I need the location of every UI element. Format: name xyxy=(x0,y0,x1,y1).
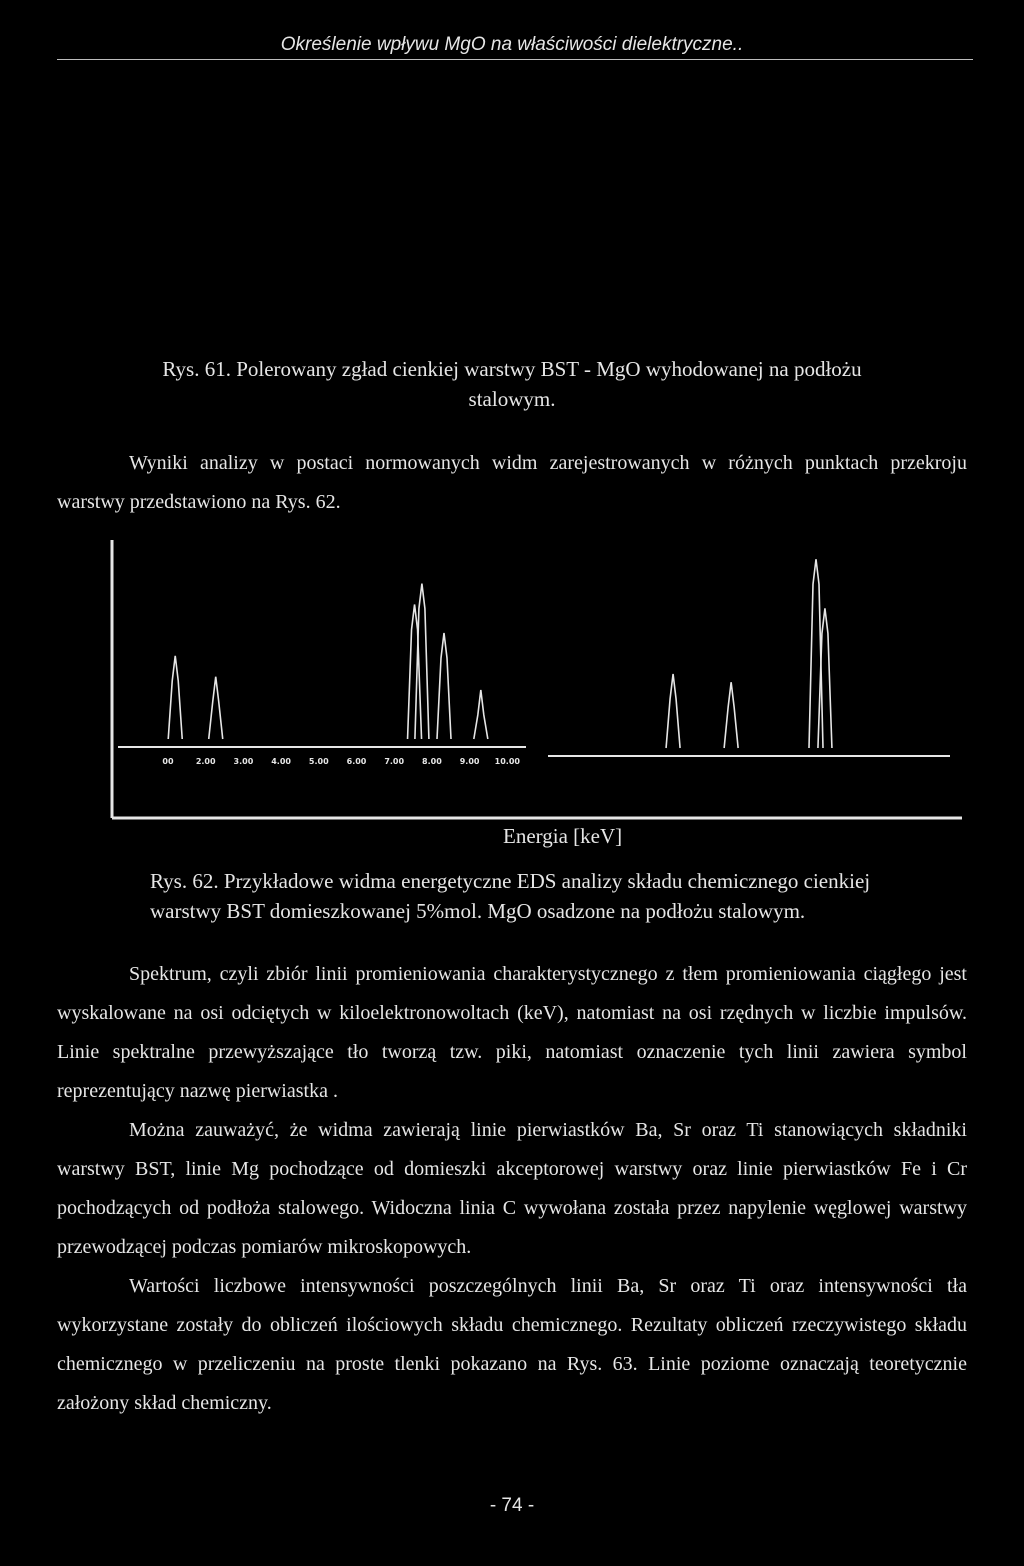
figure-62-caption-line2: warstwy BST domieszkowanej 5%mol. MgO osadzone na podłożu stalowym. xyxy=(150,899,806,923)
body-paragraph-2: Można zauważyć, że widma zawierają linie pierwiastków Ba, Sr oraz Ti stanowiących składniki warstwy BST, linie Mg pochodzące od domieszki akceptorowej warstwy oraz linie pierwiastków Fe i Cr pochodzących od podłoża stalowego. Widoczna linia C wywołana została przez napylenie węglowej warstwy przewodzącej podczas pomiarów mikroskopowych. xyxy=(57,1119,967,1258)
intro-paragraph-text: Wyniki analizy w postaci normowanych widm zarejestrowanych w różnych punktach przekroju warstwy przedstawiono na Rys. 62. xyxy=(57,452,967,513)
body-text xyxy=(57,955,967,1423)
tick-label: 2.00 xyxy=(195,757,216,766)
tick-label: 00 xyxy=(162,757,174,766)
figure-61-caption-line1: Rys. 61. Polerowany zgład cienkiej warstwy BST - MgO wyhodowanej na podłożu xyxy=(162,357,862,381)
running-header: Określenie wpływu MgO na właściwości dielektryczne.. xyxy=(280,34,744,55)
spectrum-peak xyxy=(437,633,451,739)
tick-label: 7.00 xyxy=(384,757,405,766)
spectrum-peaks xyxy=(168,559,832,748)
spectrum-peak xyxy=(209,677,223,739)
page-number: - 74 - xyxy=(489,1495,535,1516)
spectrum-peak xyxy=(168,656,182,739)
spectrum-peak xyxy=(666,674,680,748)
spectrum-peak xyxy=(474,690,488,739)
body-paragraph-3: Wartości liczbowe intensywności poszczególnych linii Ba, Sr oraz Ti oraz intensywności tła wykorzystane zostały do obliczeń ilościowych składu chemicznego. Rezultaty obliczeń rzeczywistego składu chemicznego w przeliczeniu na proste tlenki pokazano na Rys. 63. Linie poziome oznaczają teoretycznie założony skład chemiczny. xyxy=(57,1275,967,1414)
spectrum-peak xyxy=(408,605,422,740)
figure-61-caption-line2: stalowym. xyxy=(468,387,556,411)
spectrum-peak xyxy=(415,584,429,739)
body-paragraph-1: Spektrum, czyli zbiór linii promieniowania charakterystycznego z tłem promieniowania ciągłego jest wyskalowane na osi odciętych w kiloelektronowoltach (keV), natomiast na osi rzędnych w liczbie impulsów. Linie spektralne przewyższające tło tworzą tzw. piki, natomiast oznaczenie tych linii zawiera symbol reprezentujący nazwę pierwiastka . xyxy=(57,963,967,1102)
x-axis-label: Energia [keV] xyxy=(503,824,623,848)
tick-labels xyxy=(162,757,520,766)
tick-label: 6.00 xyxy=(346,757,367,766)
tick-label: 8.00 xyxy=(422,757,442,766)
figure-62-caption xyxy=(150,866,950,926)
tick-label: 9.00 xyxy=(459,757,480,766)
tick-label: 10.00 xyxy=(494,757,520,766)
spectrum-peak xyxy=(724,682,738,748)
tick-label: 3.00 xyxy=(233,757,254,766)
tick-label: 4.00 xyxy=(271,757,291,766)
figure-62-caption-line1: Rys. 62. Przykładowe widma energetyczne EDS analizy składu chemicznego cienkiej xyxy=(150,869,871,893)
tick-label: 5.00 xyxy=(308,757,329,766)
